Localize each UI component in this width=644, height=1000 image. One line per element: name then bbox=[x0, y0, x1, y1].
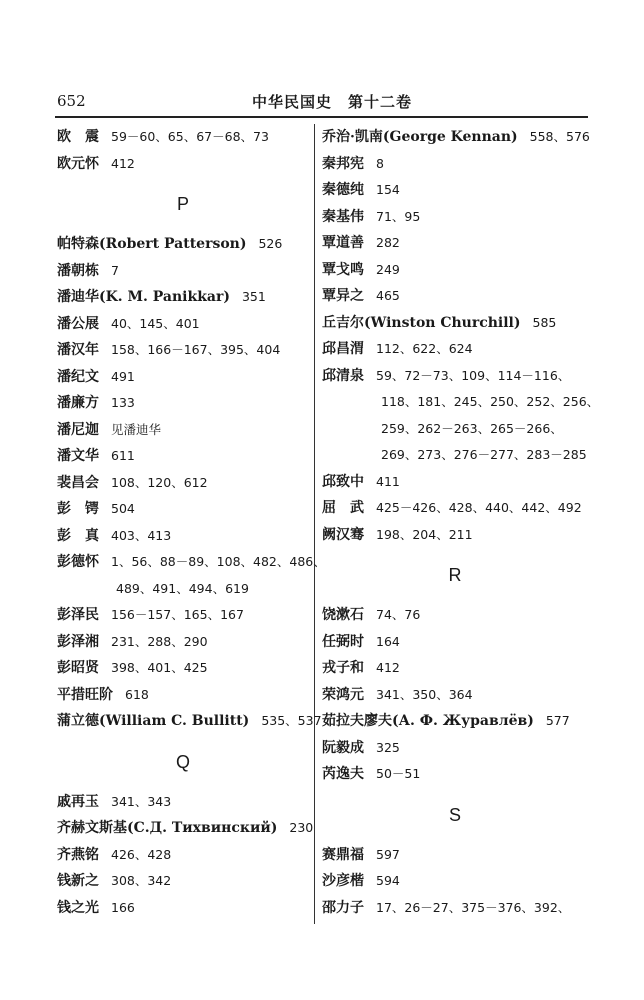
index-entry-line bbox=[322, 682, 588, 709]
entry-name: 齐燕铭 bbox=[57, 846, 99, 863]
index-entry bbox=[57, 868, 309, 895]
index-entry-line bbox=[322, 151, 588, 178]
index-entry bbox=[57, 842, 309, 869]
index-entry-line bbox=[57, 496, 309, 523]
entry-name: 裴昌会 bbox=[57, 474, 99, 491]
index-entry bbox=[57, 258, 309, 285]
entry-pages: 526 bbox=[258, 236, 283, 251]
index-entry-line bbox=[322, 204, 588, 231]
index-entry-line bbox=[322, 230, 588, 257]
index-entry-line bbox=[322, 708, 588, 735]
entry-name: 戎子和 bbox=[322, 660, 364, 676]
index-entry bbox=[322, 124, 588, 151]
index-entry-line bbox=[322, 655, 588, 682]
entry-name: 潘迪华(K. M. Panikkar) bbox=[57, 289, 230, 305]
index-entry-line bbox=[57, 708, 322, 735]
index-entry bbox=[57, 337, 309, 364]
entry-name: 齐赫文斯基(С.Д. Тихвинский) bbox=[57, 820, 278, 836]
index-entry-line bbox=[57, 789, 309, 816]
index-entry bbox=[322, 735, 588, 762]
index-entry bbox=[322, 602, 588, 629]
entry-pages: 558、576 bbox=[529, 129, 590, 144]
index-entry-line bbox=[57, 151, 309, 178]
index-entry bbox=[57, 655, 309, 682]
index-entry-line bbox=[57, 549, 326, 576]
index-entry-line bbox=[322, 868, 588, 895]
index-entry-line bbox=[322, 895, 588, 922]
index-entry-line bbox=[57, 284, 309, 311]
entry-name: 芮逸夫 bbox=[322, 766, 364, 782]
book-title: 中华民国史 第十二卷 bbox=[252, 93, 413, 111]
index-entry bbox=[57, 602, 309, 629]
entry-name: 欧 震 bbox=[57, 129, 99, 145]
index-entry-line bbox=[57, 682, 309, 709]
index-entry bbox=[57, 417, 309, 444]
entry-pages: 231、288、290 bbox=[111, 633, 208, 649]
index-entry bbox=[322, 682, 588, 709]
entry-name: 钱新之 bbox=[57, 873, 99, 889]
index-letter-heading: S bbox=[448, 804, 461, 825]
index-entry-line bbox=[57, 231, 309, 258]
index-letter-heading: Q bbox=[175, 751, 190, 772]
entry-pages: 249 bbox=[376, 261, 400, 277]
entry-pages: 108、120、612 bbox=[111, 474, 208, 490]
index-entry bbox=[322, 761, 588, 788]
entry-pages: 412 bbox=[376, 660, 400, 675]
index-entry bbox=[57, 815, 314, 842]
index-entry bbox=[57, 789, 309, 816]
index-entry-line bbox=[57, 417, 309, 444]
entry-name: 潘纪文 bbox=[57, 368, 99, 385]
index-entry-line bbox=[322, 522, 588, 549]
index-entry-line bbox=[322, 310, 588, 337]
index-entry bbox=[57, 311, 309, 338]
entry-name: 钱之光 bbox=[57, 899, 99, 916]
index-entry bbox=[57, 364, 309, 391]
index-entry bbox=[57, 443, 309, 470]
index-entry-line bbox=[322, 363, 588, 390]
index-entry bbox=[322, 522, 588, 549]
entry-name: 邱昌渭 bbox=[322, 341, 364, 357]
entry-pages: 17、26－27、375－376、392、 bbox=[376, 899, 571, 915]
entry-pages: 59－60、65、67－68、73 bbox=[111, 129, 269, 144]
entry-name: 彭昭贤 bbox=[57, 660, 99, 676]
entry-pages: 403、413 bbox=[111, 527, 172, 543]
entry-pages: 425－426、428、440、442、492 bbox=[376, 500, 582, 515]
entry-name: 潘朝栋 bbox=[57, 262, 99, 279]
entry-pages: 见潘迪华 bbox=[111, 421, 162, 437]
index-entry bbox=[322, 230, 588, 257]
entry-pages: 412 bbox=[111, 155, 135, 171]
entry-pages: 341、350、364 bbox=[376, 686, 473, 702]
index-entry bbox=[322, 257, 588, 284]
entry-name: 沙彦楷 bbox=[322, 873, 364, 889]
entry-name: 秦德纯 bbox=[322, 182, 364, 198]
index-entry-line bbox=[57, 815, 314, 842]
index-entry bbox=[57, 523, 309, 550]
index-entry-line bbox=[57, 443, 309, 470]
index-entry bbox=[57, 895, 309, 922]
index-entry-line bbox=[57, 124, 309, 151]
entry-name: 赛鼎福 bbox=[322, 846, 364, 863]
entry-name: 蒲立德(William C. Bullitt) bbox=[57, 713, 250, 729]
index-entry bbox=[322, 469, 588, 496]
entry-name: 覃戈鸣 bbox=[322, 261, 364, 278]
entry-pages: 491 bbox=[111, 368, 135, 384]
index-entry-line bbox=[57, 629, 309, 656]
entry-pages: 40、145、401 bbox=[111, 315, 200, 331]
entry-name: 覃道善 bbox=[322, 235, 364, 251]
index-entry-line bbox=[57, 364, 309, 391]
entry-name: 潘廉方 bbox=[57, 395, 99, 411]
entry-pages: 230 bbox=[289, 820, 314, 835]
index-entry-line bbox=[322, 257, 588, 284]
entry-name: 彭泽湘 bbox=[57, 633, 99, 650]
entry-name: 平措旺阶 bbox=[57, 686, 113, 703]
index-entry-line bbox=[57, 602, 309, 629]
page-number: 652 bbox=[57, 92, 86, 110]
index-entry bbox=[322, 842, 588, 869]
index-entry bbox=[57, 124, 309, 151]
entry-name: 乔治·凯南(George Kennan) bbox=[322, 129, 518, 145]
entry-name: 邱致中 bbox=[322, 473, 364, 490]
index-entry bbox=[322, 629, 588, 656]
index-entry bbox=[322, 708, 588, 735]
index-entry bbox=[57, 284, 309, 311]
entry-name: 彭 锷 bbox=[57, 501, 99, 517]
index-entry-line bbox=[322, 283, 588, 310]
entry-name: 帕特森(Robert Patterson) bbox=[57, 236, 247, 252]
index-entry bbox=[57, 549, 326, 602]
entry-name: 彭德怀 bbox=[57, 554, 99, 570]
entry-name: 潘汉年 bbox=[57, 342, 99, 358]
index-entry-line bbox=[57, 337, 309, 364]
index-entry-line bbox=[57, 258, 309, 285]
entry-pages: 411 bbox=[376, 473, 400, 489]
entry-name: 荣鸿元 bbox=[322, 686, 364, 703]
entry-name: 阙汉骞 bbox=[322, 526, 364, 543]
entry-name: 丘吉尔(Winston Churchill) bbox=[322, 314, 521, 331]
index-letter-heading: R bbox=[448, 565, 462, 585]
entry-pages-continued: 259、262－263、265－266、 bbox=[381, 420, 563, 436]
index-entry bbox=[322, 655, 588, 682]
entry-pages: 465 bbox=[376, 288, 400, 303]
entry-name: 彭 真 bbox=[57, 527, 99, 544]
entry-pages: 308、342 bbox=[111, 873, 172, 888]
entry-pages: 282 bbox=[376, 235, 400, 250]
entry-name: 欧元怀 bbox=[57, 155, 99, 172]
entry-pages: 1、56、88－89、108、482、486、 bbox=[111, 554, 326, 569]
entry-pages: 164 bbox=[376, 633, 400, 649]
entry-pages: 59、72－73、109、114－116、 bbox=[376, 367, 571, 383]
index-entry-line bbox=[322, 469, 588, 496]
entry-name: 潘公展 bbox=[57, 315, 99, 332]
entry-pages: 8 bbox=[376, 155, 384, 171]
index-entry-line bbox=[57, 390, 309, 417]
index-entry-line bbox=[57, 868, 309, 895]
entry-name: 任弼时 bbox=[322, 633, 364, 650]
index-entry-line bbox=[57, 311, 309, 338]
entry-pages: 158、166－167、395、404 bbox=[111, 342, 281, 357]
entry-pages: 133 bbox=[111, 395, 135, 410]
index-entry bbox=[57, 708, 322, 735]
entry-pages: 154 bbox=[376, 182, 400, 197]
entry-pages: 7 bbox=[111, 262, 119, 278]
entry-pages: 71、95 bbox=[376, 208, 421, 224]
index-entry bbox=[322, 283, 588, 310]
entry-name: 邱清泉 bbox=[322, 367, 364, 384]
index-entry-line bbox=[322, 124, 588, 151]
entry-pages: 535、537 bbox=[261, 713, 322, 728]
index-entry bbox=[322, 336, 588, 363]
index-letter-heading: P bbox=[176, 194, 189, 214]
index-entry-line bbox=[322, 336, 588, 363]
index-entry bbox=[322, 177, 588, 204]
index-entry-line bbox=[322, 495, 588, 522]
entry-pages: 426、428 bbox=[111, 846, 172, 862]
entry-pages: 198、204、211 bbox=[376, 526, 473, 542]
entry-name: 潘文华 bbox=[57, 448, 99, 464]
entry-pages-continued: 269、273、276－277、283－285 bbox=[381, 447, 587, 462]
header-rule bbox=[55, 116, 588, 118]
entry-pages: 618 bbox=[125, 686, 149, 702]
entry-pages: 504 bbox=[111, 501, 135, 516]
index-entry-line bbox=[57, 842, 309, 869]
entry-pages: 74、76 bbox=[376, 607, 421, 622]
index-entry-line bbox=[322, 735, 588, 762]
index-entry bbox=[57, 629, 309, 656]
entry-pages: 156－157、165、167 bbox=[111, 607, 244, 622]
index-entry-line bbox=[322, 602, 588, 629]
entry-name: 屈 武 bbox=[322, 500, 364, 516]
index-entry bbox=[322, 310, 588, 337]
entry-pages: 597 bbox=[376, 846, 400, 862]
entry-name: 邵力子 bbox=[322, 899, 364, 916]
entry-pages: 577 bbox=[545, 713, 570, 728]
index-entry-line bbox=[57, 523, 309, 550]
entry-name: 茹拉夫廖夫(А. Ф. Журавлёв) bbox=[322, 713, 534, 729]
index-entry bbox=[57, 496, 309, 523]
index-entry-line bbox=[57, 470, 309, 497]
index-entry-line bbox=[322, 761, 588, 788]
entry-pages-continued: 489、491、494、619 bbox=[116, 580, 249, 596]
entry-pages: 325 bbox=[376, 739, 400, 755]
entry-pages-continued: 118、181、245、250、252、256、 bbox=[381, 394, 600, 409]
entry-name: 秦基伟 bbox=[322, 208, 364, 225]
entry-name: 潘尼迦 bbox=[57, 421, 99, 438]
entry-pages: 611 bbox=[111, 448, 135, 463]
index-entry-line bbox=[57, 895, 309, 922]
page-header bbox=[0, 0, 644, 115]
entry-pages: 112、622、624 bbox=[376, 341, 473, 356]
entry-name: 阮毅成 bbox=[322, 739, 364, 756]
entry-pages: 351 bbox=[241, 289, 266, 304]
index-entry bbox=[322, 495, 588, 522]
entry-pages: 50－51 bbox=[376, 766, 421, 781]
index-entry-line bbox=[57, 655, 309, 682]
entry-pages: 341、343 bbox=[111, 793, 172, 809]
index-entry bbox=[322, 363, 600, 469]
index-entry-line bbox=[322, 629, 588, 656]
index-entry bbox=[57, 390, 309, 417]
right-column bbox=[322, 124, 600, 921]
index-entry-line bbox=[322, 842, 588, 869]
index-entry bbox=[57, 151, 309, 178]
index-entry bbox=[322, 151, 588, 178]
index-entry bbox=[322, 204, 588, 231]
entry-name: 秦邦宪 bbox=[322, 155, 364, 172]
entry-name: 饶漱石 bbox=[322, 607, 364, 623]
entry-name: 覃异之 bbox=[322, 288, 364, 304]
entry-name: 戚再玉 bbox=[57, 793, 99, 810]
index-entry bbox=[57, 682, 309, 709]
index-entry-line bbox=[322, 177, 588, 204]
index-entry bbox=[57, 231, 309, 258]
entry-pages: 398、401、425 bbox=[111, 660, 208, 675]
index-entry bbox=[322, 868, 588, 895]
index-entry bbox=[322, 895, 588, 922]
index-entry bbox=[57, 470, 309, 497]
column-divider bbox=[314, 124, 315, 924]
entry-pages: 594 bbox=[376, 873, 400, 888]
entry-pages: 166 bbox=[111, 899, 135, 915]
left-column bbox=[57, 124, 326, 921]
entry-pages: 585 bbox=[532, 314, 557, 330]
entry-name: 彭泽民 bbox=[57, 607, 99, 623]
